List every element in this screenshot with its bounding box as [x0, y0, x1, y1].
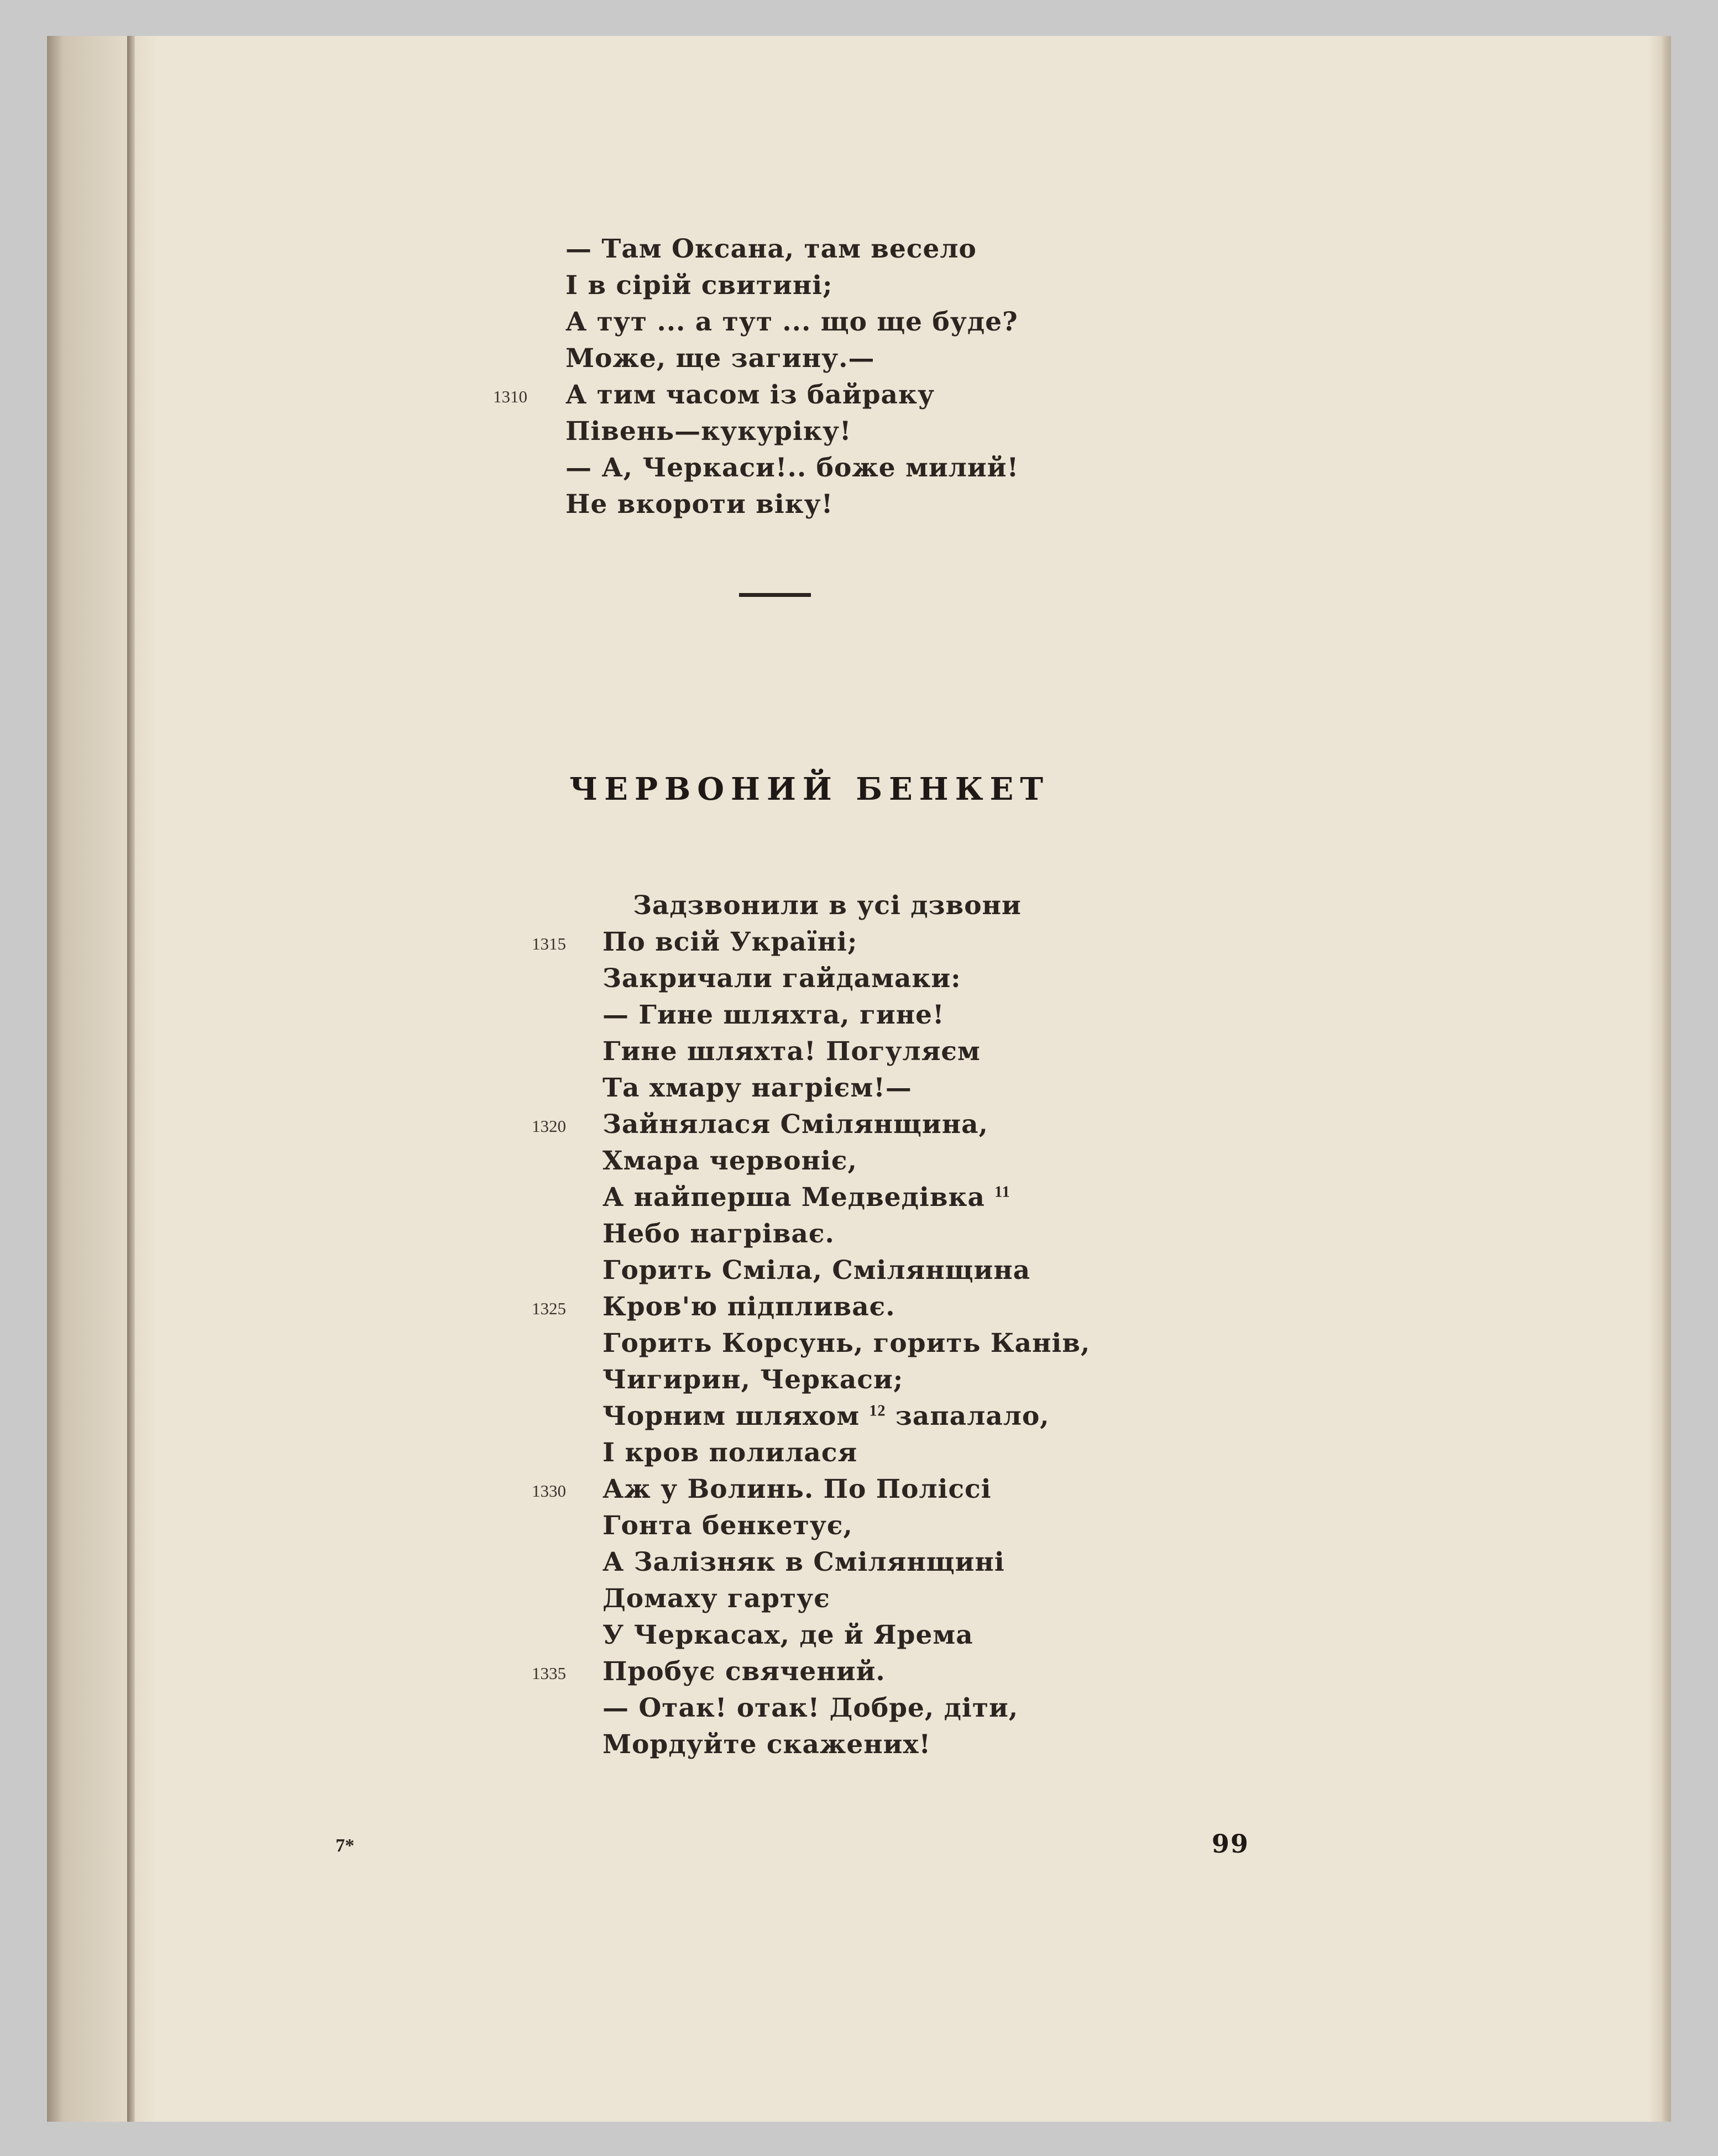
verse-line: Хмара червоніє,: [603, 1146, 857, 1176]
verse-line: Горить Сміла, Смілянщина: [603, 1255, 1031, 1286]
verse-line: — Там Оксана, там весело: [565, 234, 977, 264]
verse-line: — Гине шляхта, гине!: [603, 1000, 945, 1030]
verse-line: А тут ... а тут ... що ще буде?: [565, 307, 1018, 337]
page-edge: [1661, 36, 1671, 2122]
line-number: 1315: [532, 934, 566, 953]
line-number: 1330: [532, 1481, 566, 1501]
verse-line-text: А найперша Медведівка: [603, 1182, 985, 1213]
verse-line: Закричали гайдамаки:: [603, 963, 961, 994]
verse-line: А тим часом із байраку: [565, 380, 935, 410]
verse-line: І в сірій свитині;: [565, 270, 833, 301]
line-number: 1325: [532, 1299, 566, 1318]
verse-line: Чигирин, Черкаси;: [603, 1365, 904, 1395]
footnote-marker: 12: [869, 1402, 886, 1420]
verse-line-text: Чорним шляхом: [603, 1401, 860, 1431]
verse-line: Півень—кукуріку!: [565, 416, 852, 447]
verse-line: А Залізняк в Смілянщині: [603, 1547, 1005, 1577]
verse-line: Горить Корсунь, горить Канів,: [603, 1328, 1091, 1358]
line-number: 1335: [532, 1664, 566, 1683]
verse-line: Та хмару нагрієм!—: [603, 1073, 912, 1103]
section-title: ЧЕРВОНИЙ БЕНКЕТ: [569, 771, 1050, 807]
line-number: 1320: [532, 1116, 566, 1136]
verse-line: [603, 1182, 1010, 1213]
verse-line: Мордуйте скажених!: [603, 1729, 931, 1760]
verse-line: — Отак! отак! Добре, діти,: [603, 1693, 1019, 1723]
verse-line: У Черкасах, де й Ярема: [603, 1620, 973, 1650]
verse-line: — А, Черкаси!.. боже милий!: [565, 453, 1019, 483]
verse-line: Домаху гартує: [603, 1583, 830, 1614]
verse-line: Не вкороти віку!: [565, 489, 834, 520]
book-spine-shadow: [127, 36, 135, 2122]
section-divider: [739, 593, 811, 597]
page-number: 99: [1212, 1829, 1250, 1859]
footnote-marker: 11: [994, 1183, 1010, 1201]
verse-line: І кров полилася: [603, 1438, 858, 1468]
book-page: [47, 36, 1671, 2122]
verse-line-text: запалало,: [895, 1401, 1050, 1431]
verse-line: По всій Україні;: [603, 927, 858, 957]
line-number: 1310: [493, 387, 527, 406]
verse-line: Зайнялася Смілянщина,: [603, 1109, 988, 1140]
signature-mark: 7*: [336, 1835, 354, 1856]
verse-line: Пробує свячений.: [603, 1656, 886, 1687]
verse-line: [603, 1401, 1050, 1431]
verse-line: Може, ще загину.—: [565, 343, 875, 374]
verse-line: Задзвонили в усі дзвони: [633, 890, 1022, 921]
verse-line: Кров'ю підпливає.: [603, 1292, 895, 1322]
verse-line: Аж у Волинь. По Поліссі: [603, 1474, 992, 1504]
verse-line: Небо нагріває.: [603, 1219, 835, 1249]
verse-line: Гонта бенкетує,: [603, 1510, 853, 1541]
verse-line: Гине шляхта! Погуляєм: [603, 1036, 981, 1067]
